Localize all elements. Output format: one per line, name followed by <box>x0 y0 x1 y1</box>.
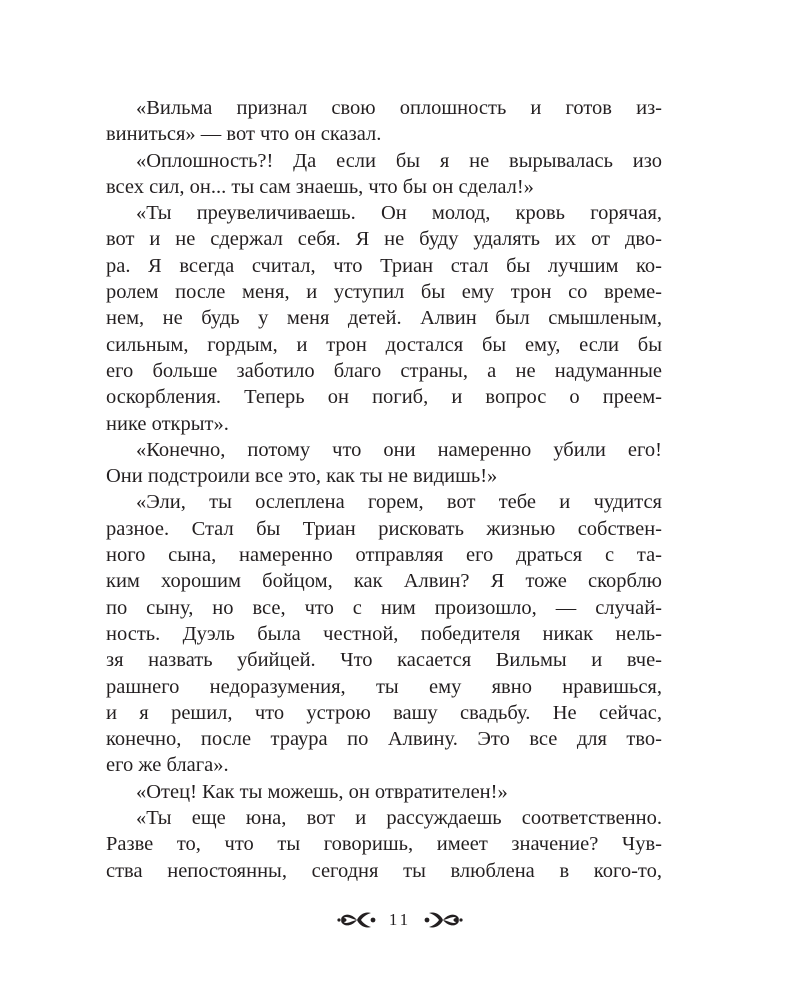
text-line: разное. Стал бы Триан рисковать жизнью собствен- <box>106 517 662 540</box>
text-line: «Конечно, потому что они намеренно убили его! <box>136 438 662 461</box>
text-line: зя назвать убийцей. Что касается Вильмы и вче- <box>106 649 662 672</box>
text-line: ким хорошим бойцом, как Алвин? Я тоже скорблю <box>106 570 662 593</box>
text-line: «Эли, ты ослеплена горем, вот тебе и чудится <box>136 491 662 514</box>
text-line: нем, не будь у меня детей. Алвин был смышленым, <box>106 307 662 330</box>
text-line: «Отец! Как ты можешь, он отвратителен!» <box>136 780 508 803</box>
text-line: оскорбления. Теперь он погиб, и вопрос о преем- <box>106 386 662 409</box>
text-line: и я решил, что устрою вашу свадьбу. Не сейчас, <box>106 701 662 724</box>
fleuron-left-icon <box>335 905 379 935</box>
body-text <box>106 95 662 884</box>
text-line: всех сил, он... ты сам знаешь, что бы он сделал!» <box>106 175 534 198</box>
text-line: вот и не сдержал себя. Я не буду удалять их от дво- <box>106 228 662 251</box>
text-line: Разве то, что ты говоришь, имеет значение? Чув- <box>106 833 662 856</box>
text-line: виниться» — вот что он сказал. <box>106 123 382 146</box>
text-line: рашнего недоразумения, ты ему явно нравишься, <box>106 675 662 698</box>
text-line: сильным, гордым, и трон достался бы ему, если бы <box>106 333 662 356</box>
text-line: ства непостоянны, сегодня ты влюблена в кого-то, <box>106 859 662 882</box>
text-line: ра. Я всегда считал, что Триан стал бы лучшим ко- <box>106 254 662 277</box>
fleuron-right-icon <box>421 905 465 935</box>
text-line: нике открыт». <box>106 412 229 435</box>
text-line: «Ты преувеличиваешь. Он молод, кровь горячая, <box>136 202 662 225</box>
text-line: ного сына, намеренно отправляя его драться с та- <box>106 544 662 567</box>
text-line: «Вильма признал свою оплошность и готов из- <box>136 97 662 119</box>
text-line: его больше заботило благо страны, а не надуманные <box>106 359 662 382</box>
text-line: ность. Дуэль была честной, победителя никак нель- <box>106 622 662 645</box>
page-footer <box>0 904 800 936</box>
text-line: «Ты еще юна, вот и рассуждаешь соответственно. <box>136 807 662 830</box>
text-line: его же блага». <box>106 754 229 777</box>
text-line: конечно, после траура по Алвину. Это все для тво- <box>106 728 662 751</box>
text-line: ролем после меня, и уступил бы ему трон со време- <box>106 281 662 304</box>
text-line: Они подстроили все это, как ты не видишь!» <box>106 465 498 488</box>
page-number: 11 <box>388 910 412 929</box>
text-line: по сыну, но все, что с ним произошло, — случай- <box>106 596 662 619</box>
text-line: «Оплошность?! Да если бы я не вырывалась изо <box>136 149 662 172</box>
